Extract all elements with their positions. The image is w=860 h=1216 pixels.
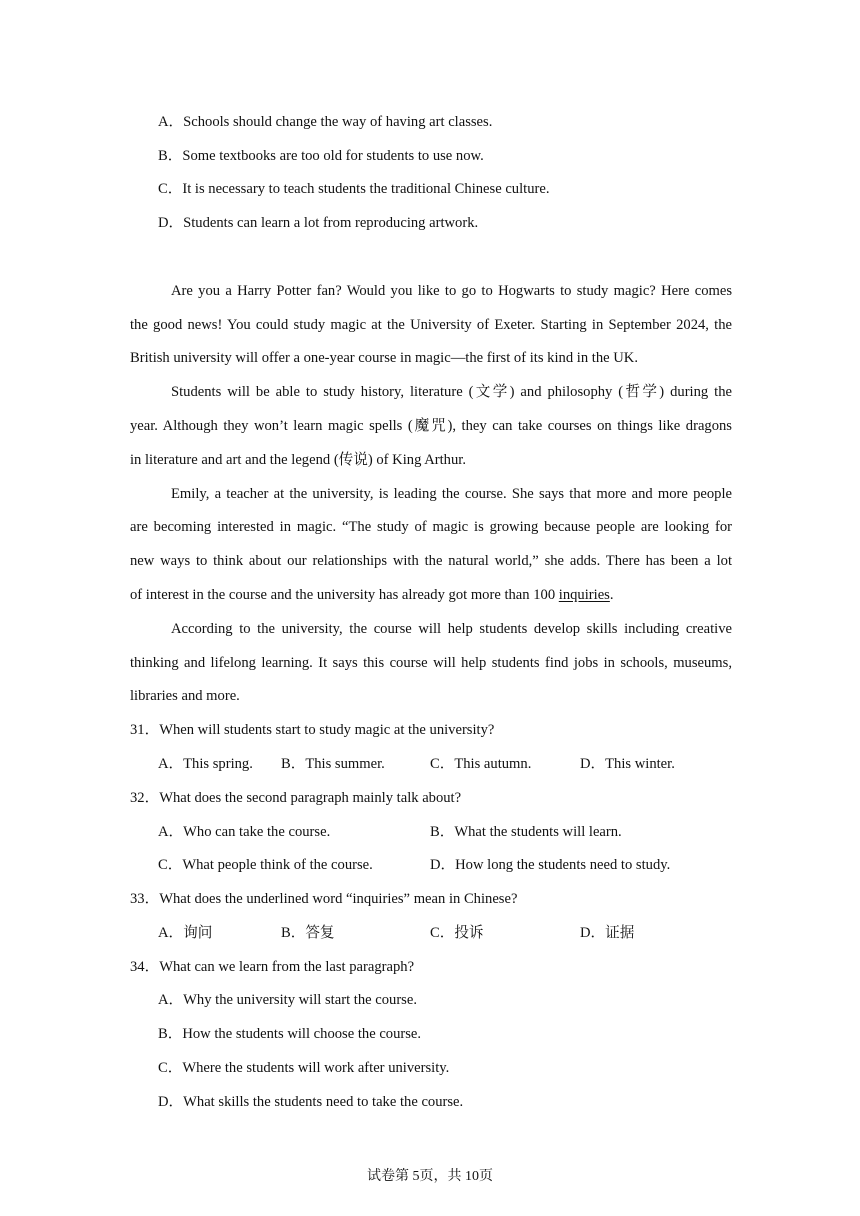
page-footer: 试卷第 5页，共 10页 [367,1169,493,1184]
question-33-option-b: B．答复 [281,925,335,941]
underlined-word-inquiries: inquiries [558,587,610,603]
passage-p4-line1: According to the university, the course will help students develop skills including creative [171,621,732,637]
passage-p3-line1: Emily, a teacher at the university, is leading the course. She says that more and more people [171,486,732,502]
question-34-stem: 34．What can we learn from the last paragraph? [130,959,415,975]
prev-option-d: D．Students can learn a lot from reproducing artwork. [158,215,479,231]
passage-p4-line2: thinking and lifelong learning. It says this course will help students find jobs in schools, museums, [130,655,732,671]
question-33-option-d: D．证据 [580,925,635,941]
question-31-stem: 31．When will students start to study magic at the university? [130,722,495,738]
question-32-option-c: C．What people think of the course. [158,857,373,873]
prev-option-a: A．Schools should change the way of having art classes. [158,114,493,130]
question-31-option-c: C．This autumn. [430,756,532,772]
question-33-stem: 33．What does the underlined word “inquiries” mean in Chinese? [130,891,518,907]
passage-p2-line1: Students will be able to study history, literature (文学) and philosophy (哲学) during the [171,384,732,400]
question-33-option-c: C．投诉 [430,925,484,941]
question-34-option-d: D．What skills the students need to take the course. [158,1094,464,1110]
passage-p1-line3: British university will offer a one-year course in magic—the first of its kind in the UK. [130,350,638,366]
passage-p3-line4-text: of interest in the course and the university has already got more than 100 [130,587,559,603]
prev-option-c: C．It is necessary to teach students the traditional Chinese culture. [158,181,550,197]
passage-p1-line2: the good news! You could study magic at the University of Exeter. Starting in September 2024, the [130,317,732,333]
passage-p3-line3: new ways to think about our relationships with the natural world,” she adds. There has been a lot [130,553,732,569]
passage-p1-line1: Are you a Harry Potter fan? Would you like to go to Hogwarts to study magic? Here comes [171,283,732,299]
question-32-option-b: B．What the students will learn. [430,824,622,840]
question-34-option-a: A．Why the university will start the course. [158,992,417,1008]
question-34-option-c: C．Where the students will work after university. [158,1060,450,1076]
question-32-option-d: D．How long the students need to study. [430,857,671,873]
passage-p3-line4-end: . [609,587,614,603]
prev-option-b: B．Some textbooks are too old for students to use now. [158,148,484,164]
question-31-option-d: D．This winter. [580,756,675,772]
passage-p2-line2: year. Although they won’t learn magic spells (魔咒), they can take courses on things like dragons [130,418,732,434]
passage-p3-line2: are becoming interested in magic. “The study of magic is growing because people are looking for [130,519,732,535]
passage-p3-line4 [130,585,614,605]
question-32-option-a: A．Who can take the course. [158,824,331,840]
question-31-option-a: A．This spring. [158,756,253,772]
passage-p4-line3: libraries and more. [130,688,240,704]
question-32-stem: 32．What does the second paragraph mainly talk about? [130,790,462,806]
question-31-option-b: B．This summer. [281,756,385,772]
question-34-option-b: B．How the students will choose the course. [158,1026,422,1042]
question-33-option-a: A．询问 [158,925,213,941]
passage-p2-line3: in literature and art and the legend (传说) of King Arthur. [130,452,466,468]
